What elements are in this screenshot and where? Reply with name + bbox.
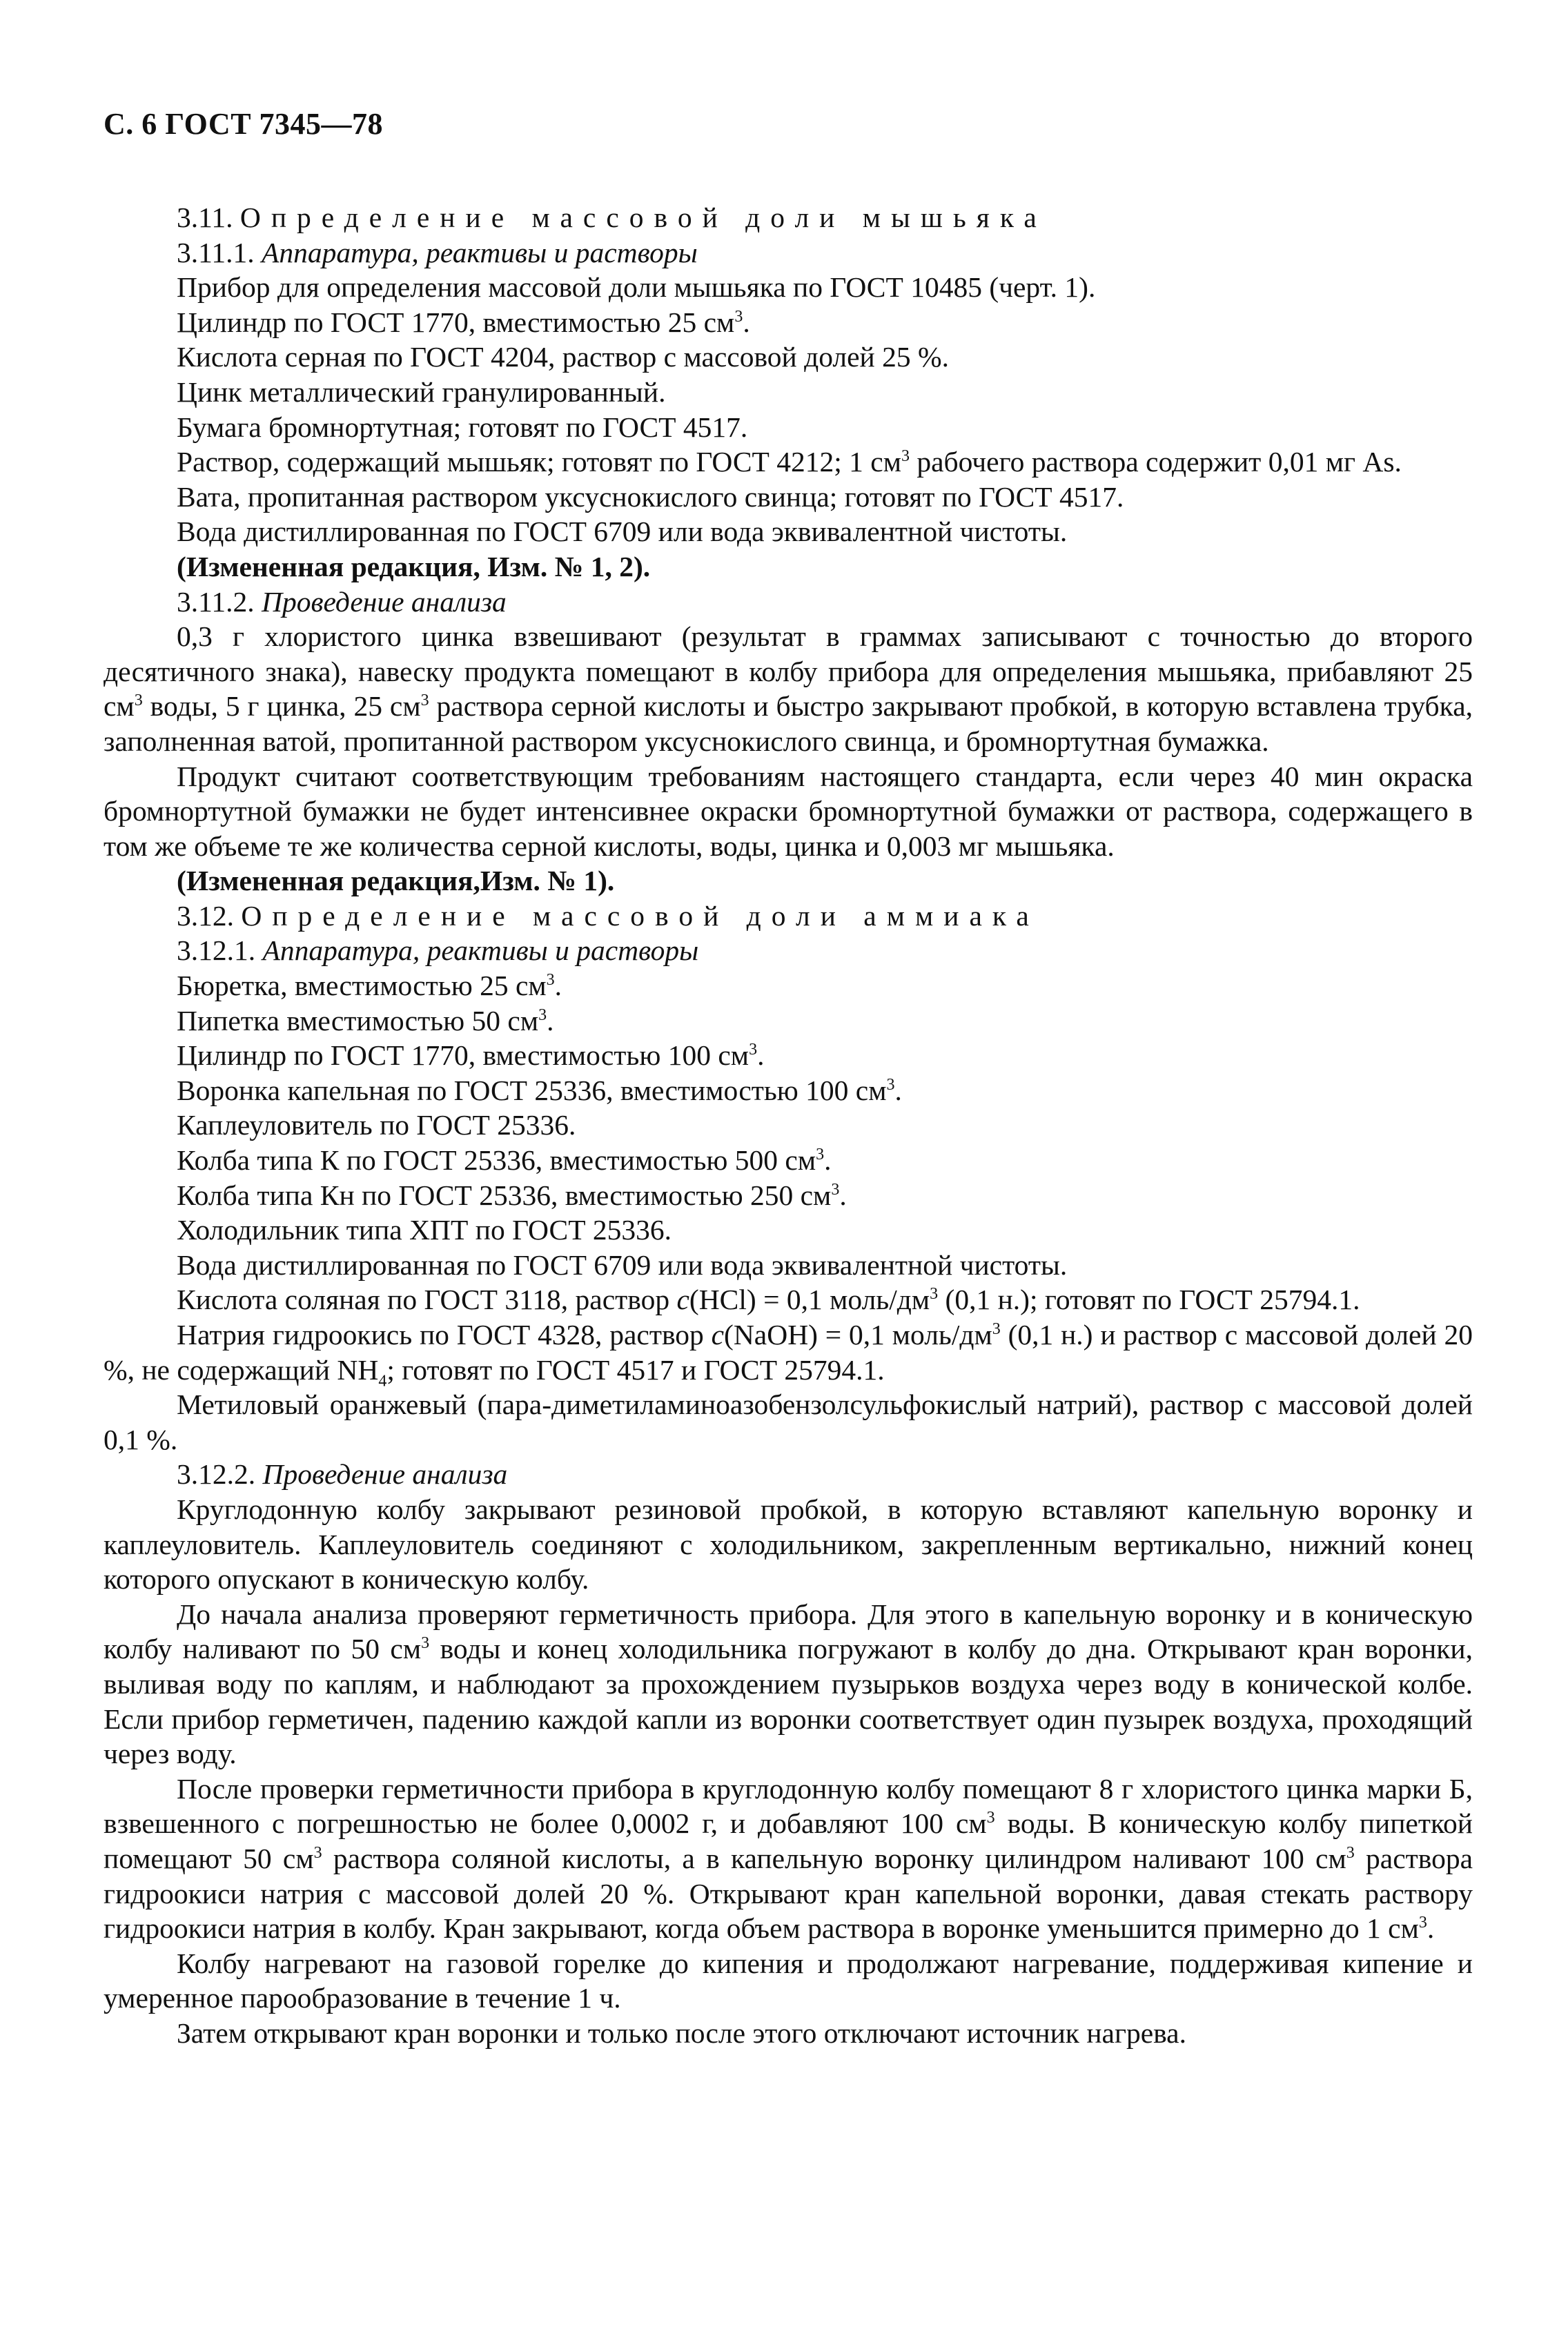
revision-note: (Измененная редакция, Изм. № 1, 2). <box>177 550 651 582</box>
section-number: 3.11.1. <box>177 236 262 268</box>
paragraph: Метиловый оранжевый (пара-диметиламиноазобензолсульфокислый натрий), раствор с массовой долей 0,1 %. <box>104 1388 1473 1455</box>
paragraph: Колба типа Кн по ГОСТ 25336, вместимостью 250 $см^3$. <box>177 1179 847 1211</box>
paragraph: Раствор, содержащий мышьяк; готовят по ГОСТ 4212; 1 $см^3$ рабочего раствора содержит 0,01 мг As. <box>177 446 1402 478</box>
paragraph: Холодильник типа ХПТ по ГОСТ 25336. <box>177 1214 672 1246</box>
subsection-3-11-1-heading <box>104 235 1473 271</box>
paragraph: Кислота соляная по ГОСТ 3118, раствор c(HCl) = 0,1 моль/$дм^3$ (0,1 н.); готовят по ГОСТ 25794.1. <box>177 1284 1360 1316</box>
paragraph: Каплеуловитель по ГОСТ 25336. <box>177 1109 576 1141</box>
section-number: 3.11. <box>177 202 240 233</box>
paragraph: Продукт считают соответствующим требованиям настоящего стандарта, если через 40 мин окраска бромнортутной бумажки не будет интенсивнее окраски бромнортутной бумажки от раствора, содержащего в том же объеме те же количества серной кислоты, воды, цинка и 0,003 мг мышьяка. <box>104 760 1473 862</box>
paragraph: После проверки герметичности прибора в круглодонную колбу помещают 8 г хлористого цинка марки Б, взвешенного с погрешностью не более 0,0002 г, и добавляют 100 $см^3$ воды. В коническую колбу пипеткой помещают 50 $см^3$ раствора соляной кислоты, а в капельную воронку цилиндром наливают 100 $см^3$ раствора гидроокиси натрия с массовой долей 20 %. Открывают кран капельной воронки, давая стекать раствору гидроокиси натрия в колбу. Кран закрывают, когда объем раствора в воронке уменьшится примерно до 1 $см^3$. <box>104 1772 1473 1945</box>
subsection-3-12-1-heading <box>104 933 1473 968</box>
section-number: 3.12.1. <box>177 934 263 967</box>
paragraph: Натрия гидроокись по ГОСТ 4328, раствор c(NaOH) = 0,1 моль/$дм^3$ (0,1 н.) и раствор с массовой долей 20 %, не содержащий $NH_4$; готовят по ГОСТ 4517 и ГОСТ 25794.1. <box>104 1319 1473 1390</box>
paragraph: 0,3 г хлористого цинка взвешивают (результат в граммах записывают с точностью до второго десятичного знака), навеску продукта помещают в колбу прибора для определения мышьяка, прибавляют 25 $см^3$ воды, 5 г цинка, 25 $см^3$ раствора серной кислоты и быстро закрывают пробкой, в которую вставлена трубка, заполненная ватой, пропитанной раствором уксуснокислого свинца, и бромнортутная бумажка. <box>104 620 1473 757</box>
paragraph: Колба типа К по ГОСТ 25336, вместимостью 500 $см^3$. <box>177 1144 832 1177</box>
section-title: Проведение анализа <box>262 1458 508 1491</box>
paragraph: Вата, пропитанная раствором уксуснокислого свинца; готовят по ГОСТ 4517. <box>177 480 1124 513</box>
subsection-3-11-2-heading <box>104 585 1473 620</box>
section-title: Определение массовой доли аммиака <box>241 899 1039 932</box>
page-header: С. 6 ГОСТ 7345—78 <box>104 107 384 141</box>
paragraph: Бумага бромнортутная; готовят по ГОСТ 4517. <box>177 411 748 443</box>
paragraph: Затем открывают кран воронки и только после этого отключают источник нагрева. <box>177 2016 1186 2049</box>
subsection-3-12-2-heading <box>104 1457 1473 1492</box>
section-3-12-heading <box>104 899 1473 934</box>
section-title: Проведение анализа <box>261 585 507 618</box>
paragraph: Прибор для определения массовой доли мышьяка по ГОСТ 10485 (черт. 1). <box>177 271 1096 304</box>
section-title: Определение массовой доли мышьяка <box>239 202 1047 233</box>
section-title: Аппаратура, реактивы и растворы <box>261 236 698 268</box>
section-number: 3.11.2. <box>177 585 262 618</box>
paragraph: Колбу нагревают на газовой горелке до кипения и продолжают нагревание, поддерживая кипение и умеренное парообразование в течение 1 ч. <box>104 1947 1473 2014</box>
paragraph: Воронка капельная по ГОСТ 25336, вместимостью 100 $см^3$. <box>177 1074 902 1106</box>
paragraph: Кислота серная по ГОСТ 4204, раствор с массовой долей 25 %. <box>177 341 949 373</box>
paragraph: Вода дистиллированная по ГОСТ 6709 или вода эквивалентной чистоты. <box>177 516 1068 548</box>
revision-note: (Измененная редакция,Изм. № 1). <box>177 865 615 897</box>
paragraph: Вода дистиллированная по ГОСТ 6709 или вода эквивалентной чистоты. <box>177 1248 1068 1281</box>
paragraph: Цилиндр по ГОСТ 1770, вместимостью 25 $см^3$. <box>177 306 750 338</box>
paragraph: Круглодонную колбу закрывают резиновой пробкой, в которую вставляют капельную воронку и каплеуловитель. Каплеуловитель соединяют с холодильником, закрепленным вертикально, нижний конец которого опускают в коническую колбу. <box>104 1493 1473 1596</box>
section-number: 3.12.2. <box>177 1458 263 1491</box>
paragraph: Цинк металлический гранулированный. <box>177 375 666 408</box>
section-number: 3.12. <box>177 899 242 932</box>
paragraph: Пипетка вместимостью 50 $см^3$. <box>177 1004 554 1037</box>
paragraph: Бюретка, вместимостью 25 $см^3$. <box>177 970 562 1002</box>
paragraph: До начала анализа проверяют герметичность прибора. Для этого в капельную воронку и в коническую колбу наливают по 50 $см^3$ воды и конец холодильника погружают в колбу до дна. Открывают кран воронки, выливая воду по каплям, и наблюдают за прохождением пузырьков воздуха через воду в конической колбе. Если прибор герметичен, падению каждой капли из воронки соответствует один пузырек воздуха, проходящий через воду. <box>104 1598 1473 1770</box>
section-3-11-heading <box>104 200 1473 235</box>
section-title: Аппаратура, реактивы и растворы <box>262 934 699 967</box>
paragraph: Цилиндр по ГОСТ 1770, вместимостью 100 $см^3$. <box>177 1039 765 1072</box>
